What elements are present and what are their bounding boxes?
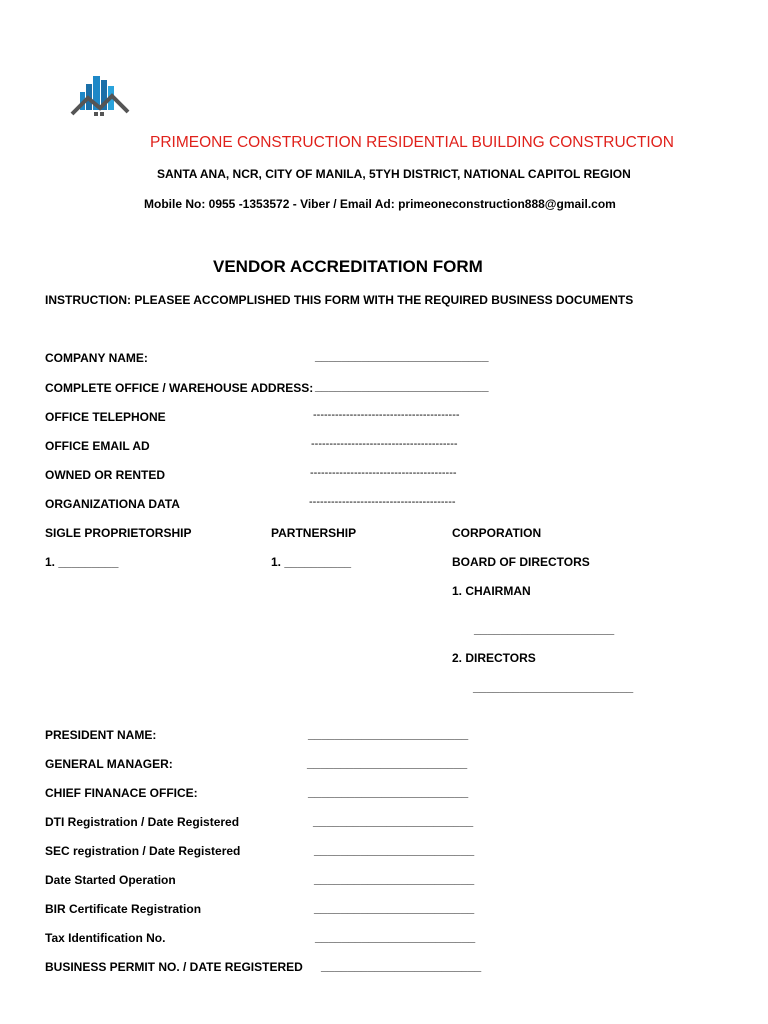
partnership-item[interactable]: 1. __________ <box>271 555 352 569</box>
office-address-field[interactable]: __________________________ <box>315 379 489 393</box>
general-manager-field[interactable]: ________________________ <box>307 756 468 770</box>
sole-proprietorship-item[interactable]: 1. _________ <box>45 555 119 569</box>
bir-certificate-field[interactable]: ________________________ <box>314 901 475 915</box>
directors-label: 2. DIRECTORS <box>452 651 536 665</box>
owned-rented-field[interactable]: ---------------------------------------- <box>310 467 457 479</box>
organizational-data-label: ORGANIZATIONA DATA <box>45 497 180 511</box>
office-email-field[interactable]: ---------------------------------------- <box>311 438 458 450</box>
chairman-field[interactable]: _____________________ <box>474 622 615 636</box>
owned-rented-label: OWNED OR RENTED <box>45 468 165 482</box>
office-address-label: COMPLETE OFFICE / WAREHOUSE ADDRESS: <box>45 381 314 395</box>
dti-registration-label: DTI Registration / Date Registered <box>45 815 240 829</box>
company-contact: Mobile No: 0955 -1353572 - Viber / Email Ad: primeoneconstruction888@gmail.com <box>144 197 616 211</box>
tax-id-label: Tax Identification No. <box>45 931 166 945</box>
office-email-label: OFFICE EMAIL AD <box>45 439 150 453</box>
date-started-operation-field[interactable]: ________________________ <box>314 872 475 886</box>
date-started-operation-label: Date Started Operation <box>45 873 176 887</box>
form-instruction: INSTRUCTION: PLEASEE ACCOMPLISHED THIS FORM WITH THE REQUIRED BUSINESS DOCUMENTS <box>45 293 634 307</box>
sec-registration-label: SEC registration / Date Registered <box>45 844 241 858</box>
directors-field[interactable]: ________________________ <box>473 680 634 694</box>
partnership-label: PARTNERSHIP <box>271 526 357 540</box>
company-address: SANTA ANA, NCR, CITY OF MANILA, 5TYH DISTRICT, NATIONAL CAPITOL REGION <box>157 167 631 181</box>
president-name-label: PRESIDENT NAME: <box>45 728 157 742</box>
company-name-label: COMPANY NAME: <box>45 351 148 365</box>
sec-registration-field[interactable]: ________________________ <box>314 843 475 857</box>
president-name-field[interactable]: ________________________ <box>308 727 469 741</box>
dti-registration-field[interactable]: ________________________ <box>313 814 474 828</box>
organizational-data-field[interactable]: ---------------------------------------- <box>309 496 456 508</box>
business-permit-field[interactable]: ________________________ <box>321 959 482 973</box>
building-logo-icon <box>70 72 130 122</box>
chief-finance-field[interactable]: ________________________ <box>308 785 469 799</box>
board-of-directors-label: BOARD OF DIRECTORS <box>452 555 590 569</box>
office-telephone-label: OFFICE TELEPHONE <box>45 410 166 424</box>
sole-proprietorship-label: SIGLE PROPRIETORSHIP <box>45 526 192 540</box>
chief-finance-label: CHIEF FINANACE OFFICE: <box>45 786 198 800</box>
chairman-label: 1. CHAIRMAN <box>452 584 531 598</box>
company-name: PRIMEONE CONSTRUCTION RESIDENTIAL BUILDING CONSTRUCTION <box>150 134 674 151</box>
business-permit-label: BUSINESS PERMIT NO. / DATE REGISTERED <box>45 960 303 974</box>
office-telephone-field[interactable]: ---------------------------------------- <box>313 409 460 421</box>
tax-id-field[interactable]: ________________________ <box>315 930 476 944</box>
general-manager-label: GENERAL MANAGER: <box>45 757 173 771</box>
company-name-field[interactable]: __________________________ <box>315 349 489 363</box>
form-title: VENDOR ACCREDITATION FORM <box>213 257 483 276</box>
bir-certificate-label: BIR Certificate Registration <box>45 902 202 916</box>
corporation-label: CORPORATION <box>452 526 542 540</box>
